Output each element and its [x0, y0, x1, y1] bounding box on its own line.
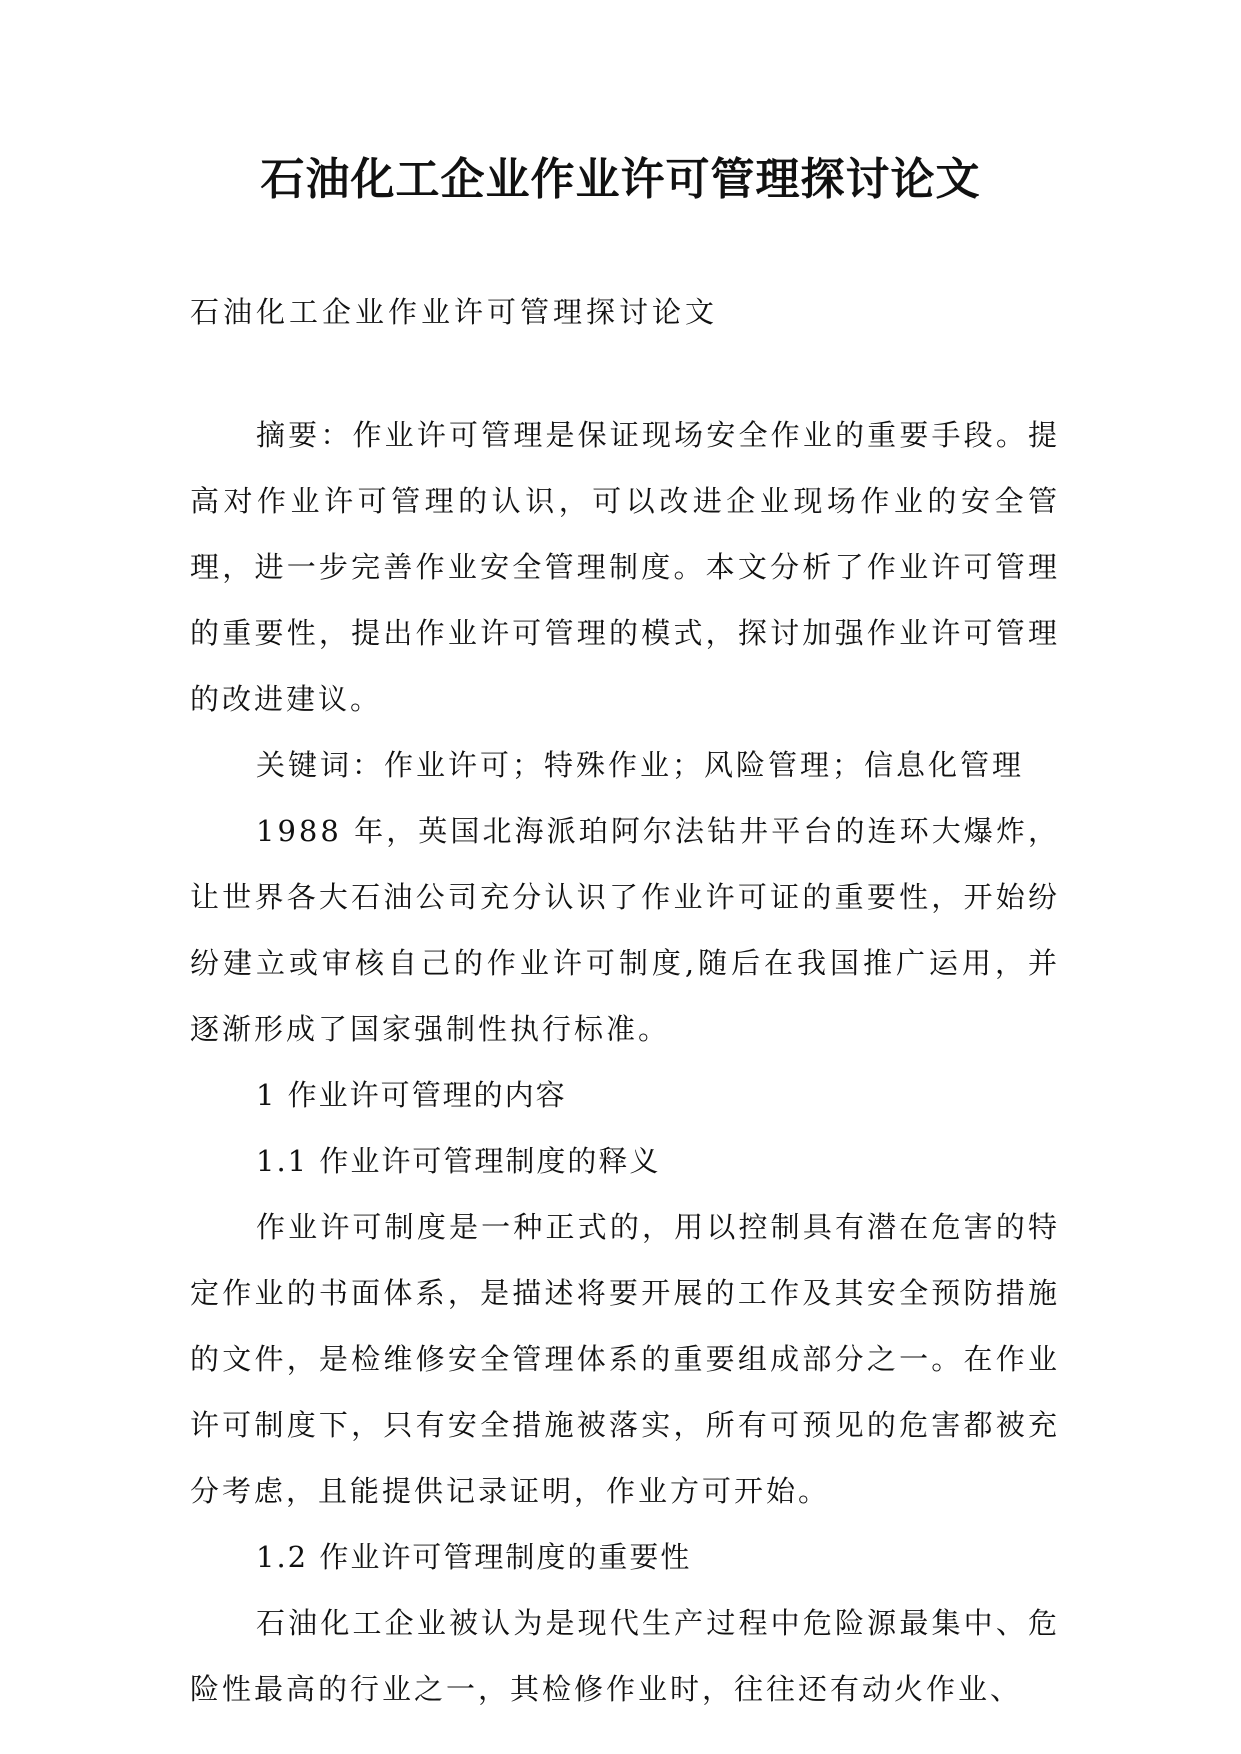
intro-paragraph: 1988 年，英国北海派珀阿尔法钻井平台的连环大爆炸，让世界各大石油公司充分认识了作业许可证的重要性，开始纷纷建立或审核自己的作业许可制度,随后在我国推广运用，并逐渐形成了国家强制性执行标准。	[190, 814, 1060, 1046]
document-subtitle: 石油化工企业作业许可管理探讨论文	[190, 295, 719, 329]
importance-paragraph: 石油化工企业被认为是现代生产过程中危险源最集中、危险性最高的行业之一，其检修作业时，往往还有动火作业、	[190, 1606, 1060, 1706]
document-body	[190, 402, 1060, 1722]
section-heading-1-1: 1.1 作业许可管理制度的释义	[256, 1144, 661, 1178]
section-heading-1-2: 1.2 作业许可管理制度的重要性	[256, 1540, 692, 1574]
section-heading-1: 1 作业许可管理的内容	[256, 1078, 567, 1112]
definition-paragraph: 作业许可制度是一种正式的，用以控制具有潜在危害的特定作业的书面体系，是描述将要开展的工作及其安全预防措施的文件，是检维修安全管理体系的重要组成部分之一。在作业许可制度下，只有安全措施被落实，所有可预见的危害都被充分考虑，且能提供记录证明，作业方可开始。	[190, 1210, 1060, 1508]
keywords-paragraph: 关键词：作业许可；特殊作业；风险管理；信息化管理	[256, 748, 1025, 782]
document-title: 石油化工企业作业许可管理探讨论文	[260, 154, 981, 205]
abstract-paragraph: 摘要：作业许可管理是保证现场安全作业的重要手段。提高对作业许可管理的认识，可以改进企业现场作业的安全管理，进一步完善作业安全管理制度。本文分析了作业许可管理的重要性，提出作业许可管理的模式，探讨加强作业许可管理的改进建议。	[190, 418, 1060, 716]
